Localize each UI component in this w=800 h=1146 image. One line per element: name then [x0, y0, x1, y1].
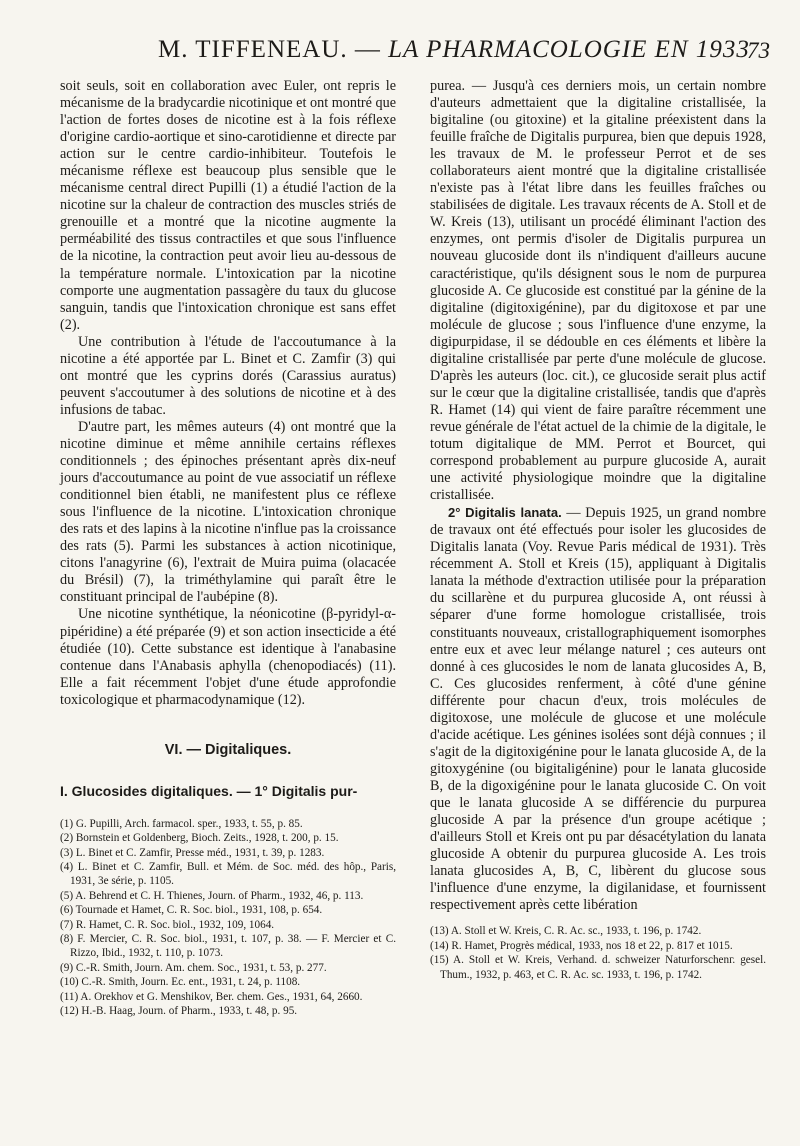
running-title-dash: — — [354, 36, 381, 63]
right-paragraph-1: purea. — Jusqu'à ces derniers mois, un certain nombre d'auteurs admettaient que la digitaline cristallisée, la bigitaline (ou gitoxine) et la gitaline préexistent dans la feuille fraîche de Digitalis purpurea, bien que depuis 1928, les travaux de M. le professeur Perrot et de ses collaborateurs aient montré que la digitaline cristallisée n'existe pas à l'état libre dans les feuilles fraîches ou stabilisées de digitale. Les travaux récents de A. Stoll et de W. Kreis (13), utilisant un procédé éliminant l'action des enzymes, ont permis d'isoler de Digitalis purpurea un nouveau glucoside dont ils n'indiquent d'ailleurs aucune caractéristique, qu'ils désignent sous le nom de purpurea glucoside A. Ce glucoside est constitué par la génine de la digitaline (digitoxigénine), par du digitoxose et par une molécule de glucose ; sous l'influence d'une enzyme, la digipurpidase, il se dédouble en ces éléments et libère la digitaline cristallisée par perte d'une molécule de glucose. D'après les auteurs (loc. cit.), ce glucoside serait plus actif sur le cœur que la digitaline cristallisée, tandis que d'après R. Hamet (14) qui vient de faire paraître récemment une revue générale de l'état actuel de la chimie de la digitale, le totum digitalique de MM. Perrot et Bourcet, qui correspond probablement au purpure glucoside A, aurait une activité physiologique moindre que la digitaline cristallisée. — [430, 78, 766, 504]
footnote: (10) C.-R. Smith, Journ. Ec. ent., 1931, t. 24, p. 1108. — [60, 976, 301, 989]
page-number: 73 — [747, 38, 770, 63]
footnote: (7) R. Hamet, C. R. Soc. biol., 1932, 109, 1064. — [60, 918, 275, 931]
right-paragraph-2 — [430, 504, 766, 914]
footnote: (9) C.-R. Smith, Journ. Am. chem. Soc., 1931, t. 53, p. 277. — [60, 961, 327, 974]
running-title-author: M. TIFFENEAU. — [158, 36, 348, 63]
right-footnotes — [430, 924, 766, 982]
footnote: (15) A. Stoll et W. Kreis, Verhand. d. schweizer Naturforschenг. gesel. Thum., 1932, p. 463, et C. R. Ac. sc. 1933, t. 196, p. 1742. — [430, 954, 766, 981]
subsection-heading: I. Glucosides digitaliques. — 1° Digitalis pur- — [60, 782, 358, 799]
footnote: (8) F. Mercier, C. R. Soc. biol., 1931, t. 107, p. 38. — F. Mercier et C. Rizzo, Ibid., 1932, t. 110, p. 1073. — [60, 932, 396, 960]
footnote: (4) L. Binet et C. Zamfir, Bull. et Mém. de Soc. méd. des hôp., Paris, 1931, 3e série, p. 1105. — [60, 860, 396, 888]
right-column — [430, 78, 766, 982]
left-column — [60, 78, 396, 1018]
left-paragraph-1: soit seuls, soit en collaboration avec Euler, ont repris le mécanisme de la bradycardie nicotinique et ont montré que l'action de fortes doses de nicotine est à la fois réflexe d'origine cardio-aortique et sino-carotidienne et directe par action sur le centre cardio-inhibiteur. Toutefois le mécanisme réflexe est beaucoup plus sensible que le mécanisme central direct Pupilli (1) a étudié l'action de la nicotine sur la chaleur de contraction des muscles striés de grenouille et a montré que la nicotine augmente la perméabilité des tissus contractiles et que sous l'influence de la nicotine, la contraction peut avoir lieu au-dessous de la température normale. L'intoxication par la nicotine comporte une augmentation passagère du taux du glucose sanguin, tandis que l'intoxication chronique est sans effet (2). — [60, 78, 396, 333]
left-paragraph-2: Une contribution à l'étude de l'accoutumance à la nicotine a été apportée par L. Binet et C. Zamfir (3) qui ont montré que les cyprins dorés (Carassius auratus) peuvent s'accoutumer à des solutions de nicotine et à des infusions de tabac. — [60, 333, 396, 418]
footnote: (2) Bornstein et Goldenberg, Bioch. Zeits., 1928, t. 200, p. 15. — [60, 832, 339, 845]
footnote: (3) L. Binet et C. Zamfir, Presse méd., 1931, t. 39, p. 1283. — [60, 846, 325, 859]
footnote: (6) Tournade et Hamet, C. R. Soc. biol., 1931, 108, p. 654. — [60, 904, 323, 917]
section-heading: VI. — Digitaliques. — [164, 741, 292, 758]
journal-page — [60, 30, 770, 1130]
running-title-subject: LA PHARMACOLOGIE EN 1933 — [388, 36, 750, 63]
footnote: (11) A. Orekhov et G. Menshikov, Ber. chem. Ges., 1931, 64, 2660. — [60, 990, 363, 1003]
left-paragraph-3: D'autre part, les mêmes auteurs (4) ont montré que la nicotine diminue et même annihile certains réflexes conditionnels ; des épinoches présentant après dix-neuf jours d'accoutumance au point de vue associatif un réflexe conditionnel bien établi, ne manifestent plus ce réflexe sous l'influence de la nicotine. L'intoxication chronique des rats et des lapins à la nicotine n'influe pas la croissance des rats (5). Parmi les substances à action nicotinique, citons l'anagyrine (6), l'extrait de Muira puima (olacacée du Brésil) (7), la triméthylamine qui paraît être le constituant principal de l'aubépine (8). — [60, 418, 396, 606]
running-head — [60, 36, 770, 76]
footnote: (14) R. Hamet, Progrès médical, 1933, nos 18 et 22, p. 817 et 1015. — [430, 939, 733, 952]
left-paragraph-4: Une nicotine synthétique, la néonicotine (β-pyridyl-α-pipéridine) a été préparée (9) et son action insecticide a été étudiée (10). Cette substance est identique à l'anabasine contenue dans l'Anabasis aphylla (chenopodiacés) (11). Elle a fait récemment l'objet d'une étude approfondie toxicologique et pharmacodynamique (12). — [60, 606, 396, 708]
right-paragraph-2-text: — Depuis 1925, un grand nombre de travaux ont été effectués pour isoler les glucosides de Digitalis lanata (Voy. Revue Paris médical de 1931). Très récemment A. Stoll et Kreis (15), appliquant à Digitalis lanata la méthode d'extraction utilisée pour la préparation du scillarène et du purpurea glucoside A, ont réussi à séparer d'une forme homologue cristallisée, trois constituants nouveaux, cristallographiquement isomorphes entre eux et avec leur mélange naturel ; ces auteurs ont donné à ces glucosides le nom de lanata glucosides A, B, C. Ces glucosides renferment, à côté d'une génine différente pour chacun d'eux, trois molécules de digitoxose, une molécule de glucose et une molécule d'acide acétique. Les génines isolées sont déjà connues ; il s'agit de la digitoxigénine pour le lanata glucoside A, de la gitoxygénine (ou bigitaligénine) pour le lanata glucoside B, de la digoxigénine pour le lanata glucoside C. On voit que le lanata glucoside A se différencie du purpurea glucoside A par la présence d'un groupe acétique ; d'ailleurs Stoll et Kreis ont pu par désacétylation du lanata glucoside A obtenir du purpurea glucoside A. Les trois lanata glucosides A, B, C, libèrent du glucose sous l'influence d'une enzyme, la digilanidase, et fournissent respectivement après cette libération — [430, 505, 766, 914]
digitalis-lanata-lead: 2° Digitalis lanata. — [448, 505, 562, 521]
footnote: (13) A. Stoll et W. Kreis, C. R. Ac. sc., 1933, t. 196, p. 1742. — [430, 925, 702, 938]
left-footnotes — [60, 817, 396, 1019]
footnote: (5) A. Behrend et C. H. Thienes, Journ. of Pharm., 1932, 46, p. 113. — [60, 889, 364, 902]
footnote: (12) H.-B. Haag, Journ. of Pharm., 1933, t. 48, p. 95. — [60, 1005, 298, 1018]
running-title — [158, 36, 750, 64]
footnote: (1) G. Pupilli, Arch. farmacol. sper., 1933, t. 55, p. 85. — [60, 817, 303, 830]
